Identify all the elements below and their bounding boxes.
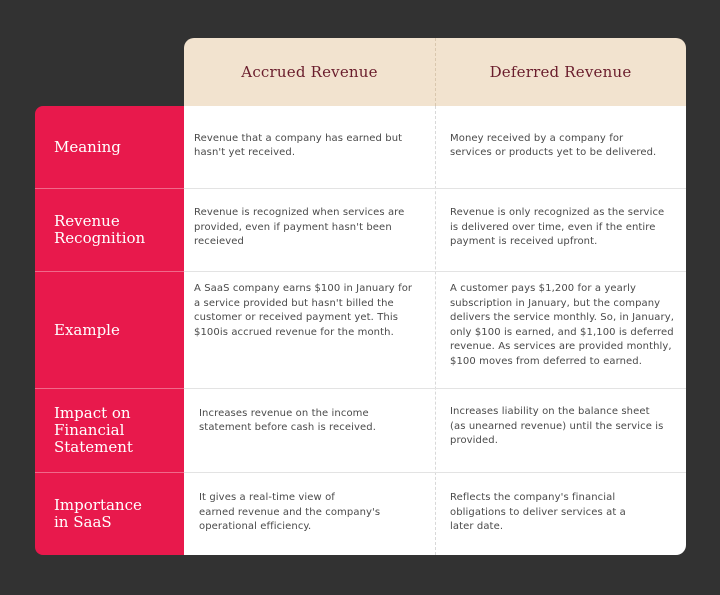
cell-meaning-accrued: Revenue that a company has earned but hasn't yet received.: [194, 132, 403, 158]
row-label-importance: Importance in SaaS: [54, 496, 142, 531]
cell-recognition-deferred: Revenue is only recognized as the service is delivered over time, even if the entire payment is received upfront.: [450, 207, 665, 248]
cell-importance-deferred: Reflects the company's financial obligations to deliver services at a later date.: [450, 492, 626, 533]
cell-impact-accrued: Increases revenue on the income statement before cash is received.: [199, 407, 377, 433]
row-label-revenue-recognition: Revenue Recognition: [54, 212, 146, 247]
row-label-impact: Impact on Financial Statement: [54, 404, 133, 456]
row-label-column: [35, 106, 184, 555]
row-label-example: Example: [54, 320, 120, 339]
cell-meaning-deferred: Money received by a company for services or products yet to be delivered.: [450, 132, 657, 158]
row-divider: [184, 271, 686, 272]
row-divider: [184, 188, 686, 189]
cell-example-deferred: A customer pays $1,200 for a yearly subscription in January, but the company delivers the service monthly. So, in January, only $100 is earned, and $1,100 is deferred revenue. As services are provided monthly, $100 moves from deferred to earned.: [450, 283, 675, 367]
row-divider: [184, 472, 686, 473]
row-label-meaning: Meaning: [54, 137, 121, 156]
row-divider: [184, 388, 686, 389]
cell-recognition-accrued: Revenue is recognized when services are provided, even if payment hasn't been receieved: [194, 207, 405, 248]
table-body: [184, 106, 686, 555]
column-header-deferred: Deferred Revenue: [489, 63, 632, 81]
column-header-accrued: Accrued Revenue: [241, 63, 378, 81]
cell-example-accrued: A SaaS company earns $100 in January for a service provided but hasn't billed the customer or received payment yet. This $100is accrued revenue for the month.: [194, 283, 413, 338]
header-divider: [435, 38, 436, 106]
cell-importance-accrued: It gives a real-time view of earned revenue and the company's operational efficiency.: [199, 492, 381, 533]
column-divider: [435, 106, 436, 555]
table-header: [184, 38, 686, 106]
cell-impact-deferred: Increases liability on the balance sheet (as unearned revenue) until the service is provided.: [450, 406, 664, 447]
